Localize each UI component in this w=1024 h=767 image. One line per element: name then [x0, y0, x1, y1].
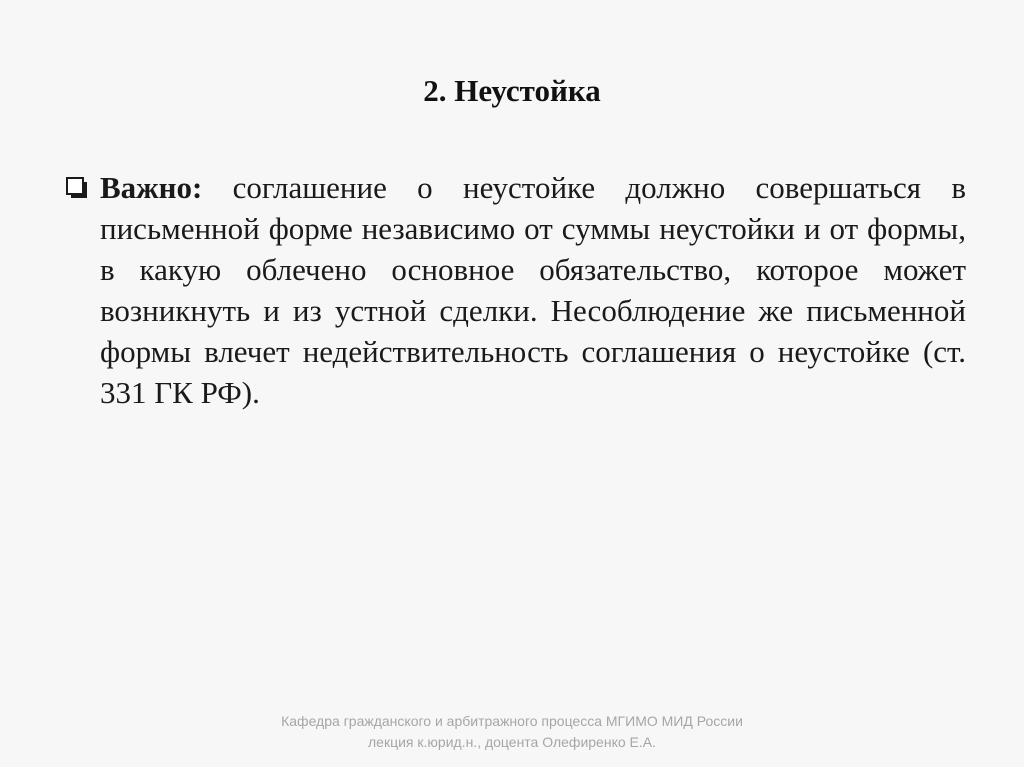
footer-line-2: лекция к.юрид.н., доцента Олефиренко Е.А. [368, 734, 656, 750]
slide-title: 2. Неустойка [423, 73, 601, 108]
bullet-text [100, 167, 966, 413]
bullet-lead: Важно: [100, 170, 203, 205]
footer-line-1: Кафедра гражданского и арбитражного процесса МГИМО МИД России [281, 713, 743, 729]
slide-footer [0, 711, 1024, 753]
checkbox-square-icon [66, 177, 88, 199]
bullet-body: соглашение о неустойке должно совершаться в письменной форме независимо от суммы неустойки и от формы, в какую облечено основное обязательство, которое может возникнуть и из устной сделки. Несоблюдение же письменной формы влечет недействительность соглашения о неустойке (ст. 331 ГК РФ). [100, 170, 967, 410]
